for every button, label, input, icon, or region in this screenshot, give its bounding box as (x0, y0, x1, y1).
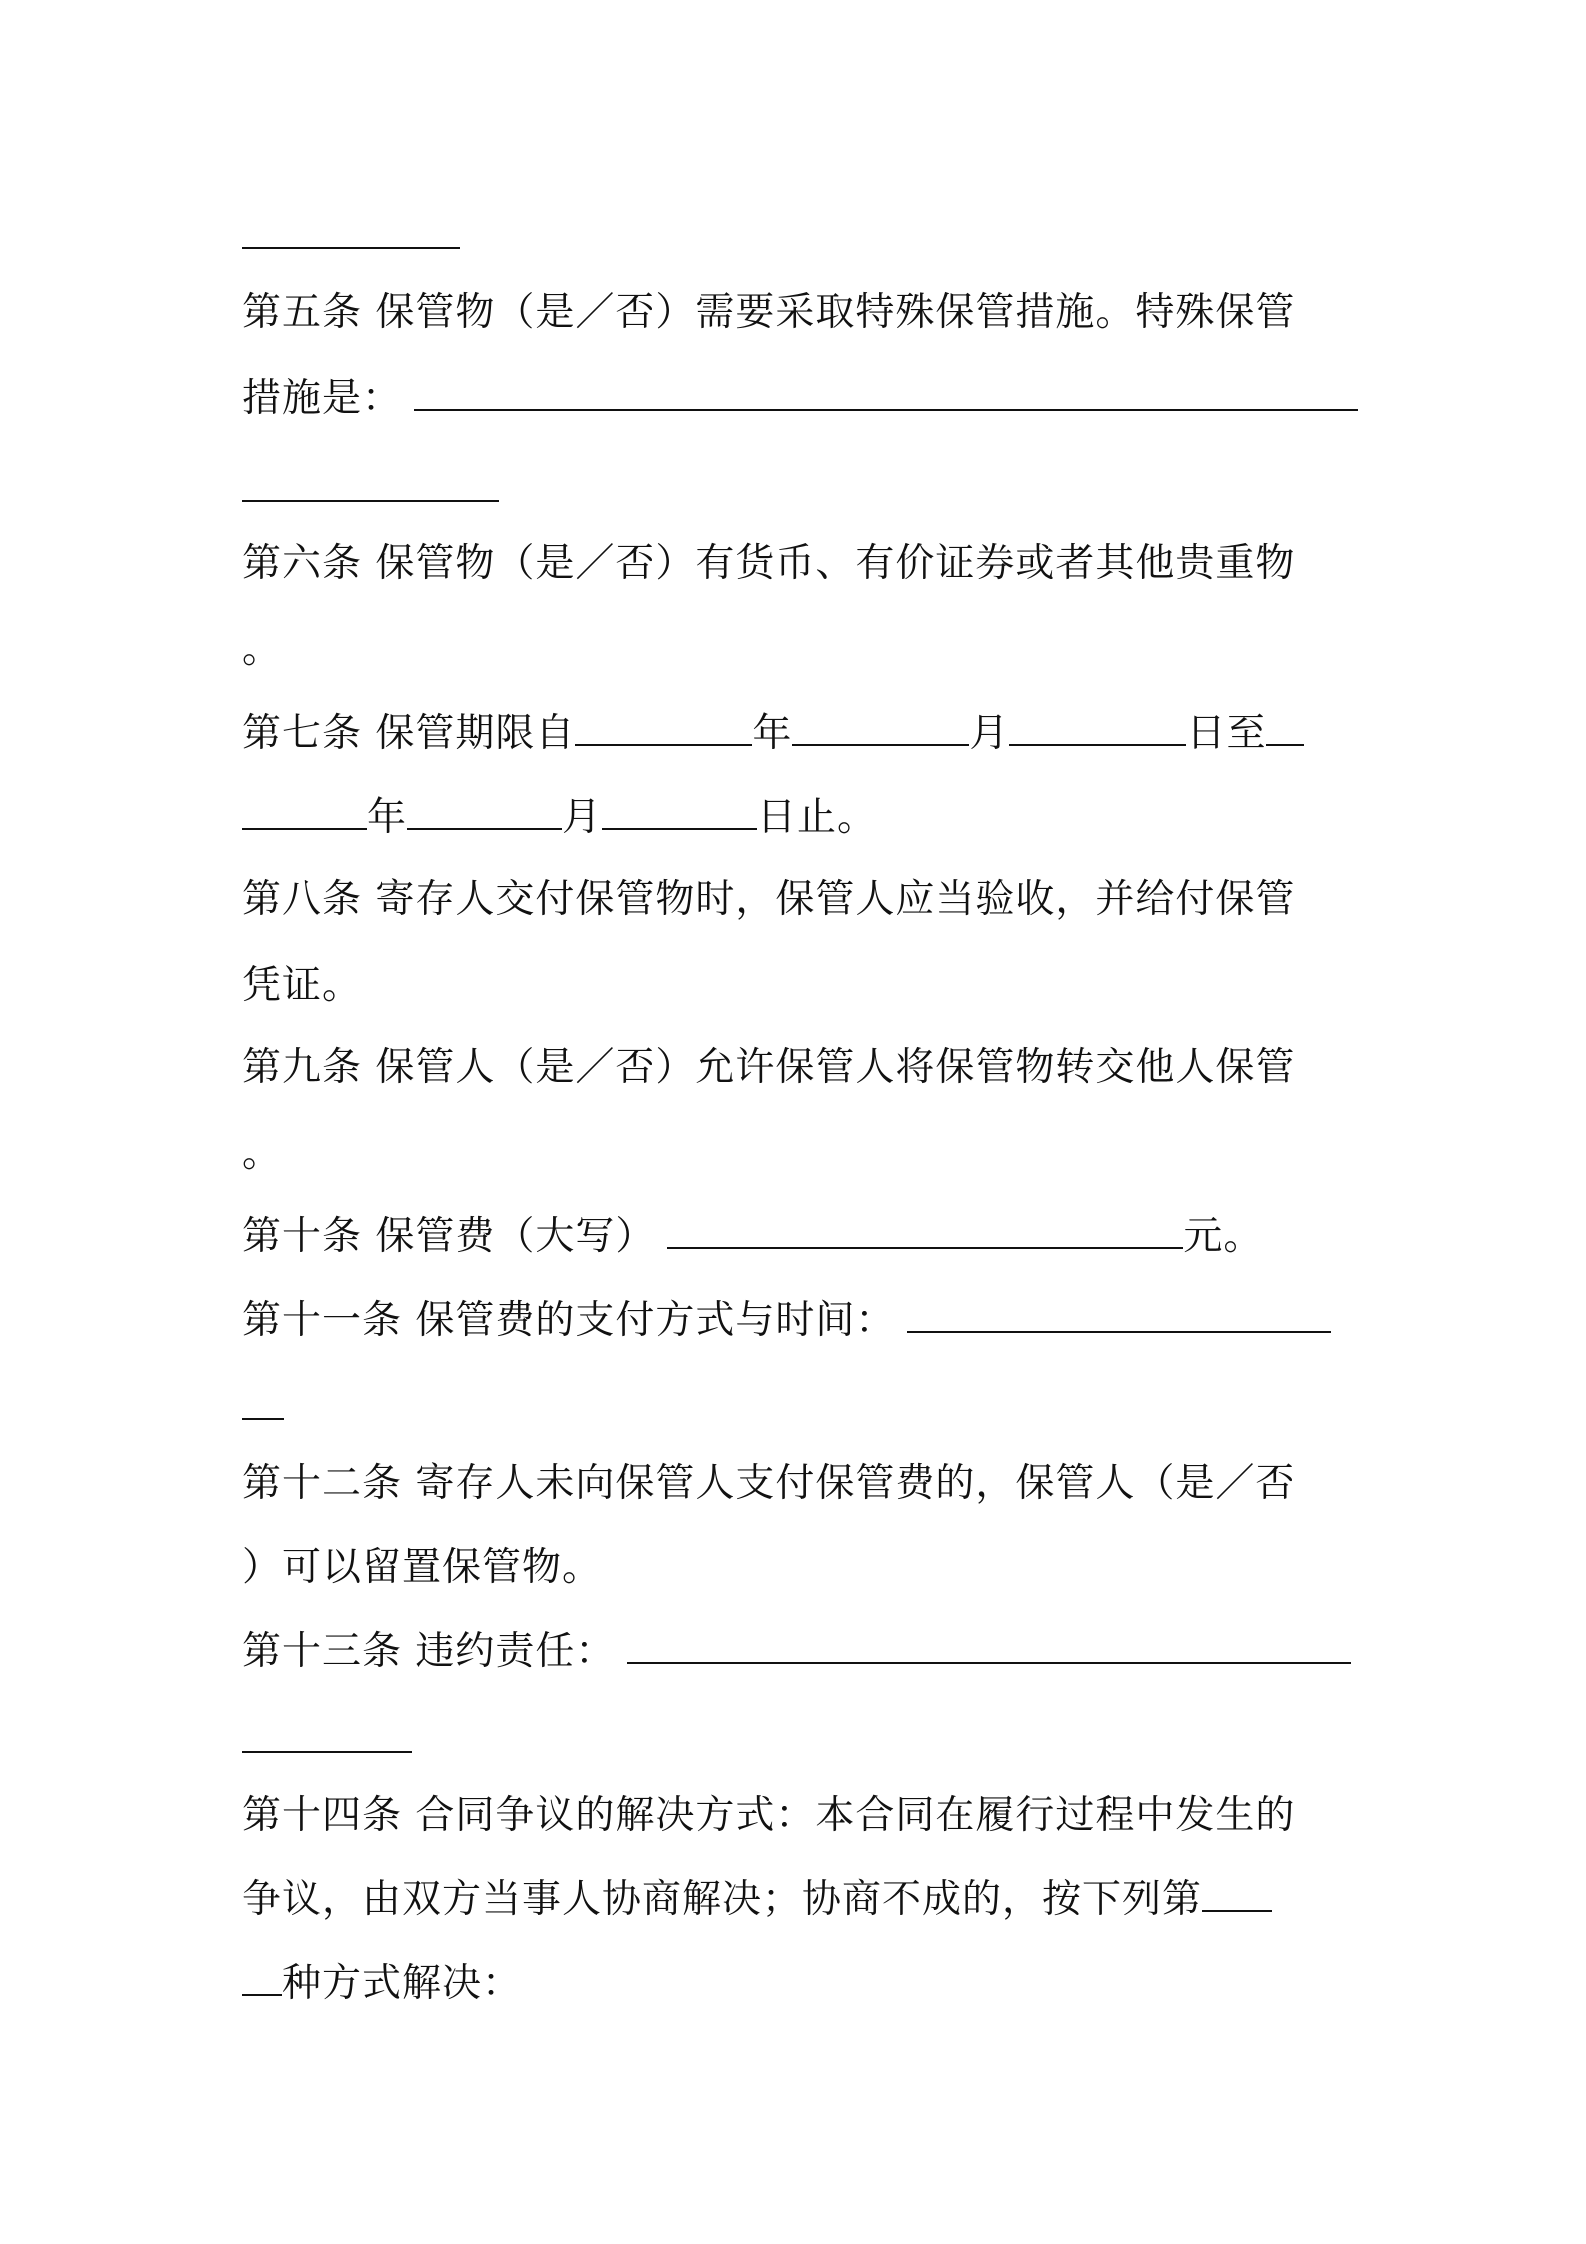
article-10-prefix: 第十条 保管费（大写） (242, 1214, 656, 1259)
end-year-field-continued[interactable] (242, 798, 367, 830)
day-to-label: 日至 (1186, 711, 1267, 756)
article-14-line-2 (242, 1870, 1272, 1930)
special-measures-field-continued[interactable] (242, 500, 499, 502)
resolution-method-field-continued[interactable] (242, 1964, 282, 1996)
start-day-field[interactable] (1009, 714, 1186, 746)
month-label: 月 (562, 795, 603, 840)
end-year-field[interactable] (1266, 714, 1304, 746)
month-label: 月 (969, 711, 1010, 756)
article-13-label: 第十三条 违约责任： (242, 1629, 616, 1674)
article-14-line-2-text: 争议，由双方当事人协商解决；协商不成的，按下列第 (242, 1877, 1203, 1922)
payment-method-field[interactable] (907, 1301, 1331, 1333)
article-7-line-1 (242, 704, 1304, 764)
fee-amount-field[interactable] (667, 1217, 1183, 1249)
resolution-method-field[interactable] (1202, 1880, 1272, 1912)
start-month-field[interactable] (792, 714, 969, 746)
article-5-line-2 (242, 369, 1358, 429)
liability-field-continued[interactable] (242, 1751, 412, 1753)
end-day-field[interactable] (602, 798, 757, 830)
article-6-line-2: 。 (242, 627, 283, 672)
article-11-label: 第十一条 保管费的支付方式与时间： (242, 1298, 896, 1343)
article-12-line-2: ）可以留置保管物。 (242, 1545, 603, 1590)
article-7-line-2 (242, 788, 877, 848)
article-5-measures-label: 措施是： (242, 376, 403, 421)
article-12-line-1: 第十二条 寄存人未向保管人支付保管费的，保管人（是／否 (242, 1461, 1296, 1506)
year-label: 年 (367, 795, 408, 840)
year-label: 年 (752, 711, 793, 756)
article-6-line-1: 第六条 保管物（是／否）有货币、有价证券或者其他贵重物 (242, 541, 1296, 586)
article-7-prefix: 第七条 保管期限自 (242, 711, 576, 756)
day-end-label: 日止。 (757, 795, 878, 840)
yuan-label: 元。 (1183, 1214, 1264, 1259)
article-14-line-1: 第十四条 合同争议的解决方式：本合同在履行过程中发生的 (242, 1793, 1296, 1838)
article-14-line-3 (242, 1954, 522, 2014)
special-measures-field[interactable] (414, 379, 1358, 411)
article-13-line (242, 1622, 1351, 1682)
article-8-line-2: 凭证。 (242, 963, 363, 1008)
start-year-field[interactable] (575, 714, 752, 746)
article-14-line-3-text: 种方式解决： (282, 1961, 523, 2006)
article-8-line-1: 第八条 寄存人交付保管物时，保管人应当验收，并给付保管 (242, 877, 1296, 922)
article-9-line-2: 。 (242, 1131, 283, 1176)
liability-field[interactable] (627, 1632, 1351, 1664)
blank-line (242, 247, 460, 249)
article-10-line (242, 1207, 1263, 1267)
payment-method-field-continued[interactable] (242, 1418, 284, 1420)
article-11-line (242, 1291, 1331, 1351)
article-5-line-1: 第五条 保管物（是／否）需要采取特殊保管措施。特殊保管 (242, 290, 1296, 335)
article-9-line-1: 第九条 保管人（是／否）允许保管人将保管物转交他人保管 (242, 1045, 1296, 1090)
end-month-field[interactable] (407, 798, 562, 830)
